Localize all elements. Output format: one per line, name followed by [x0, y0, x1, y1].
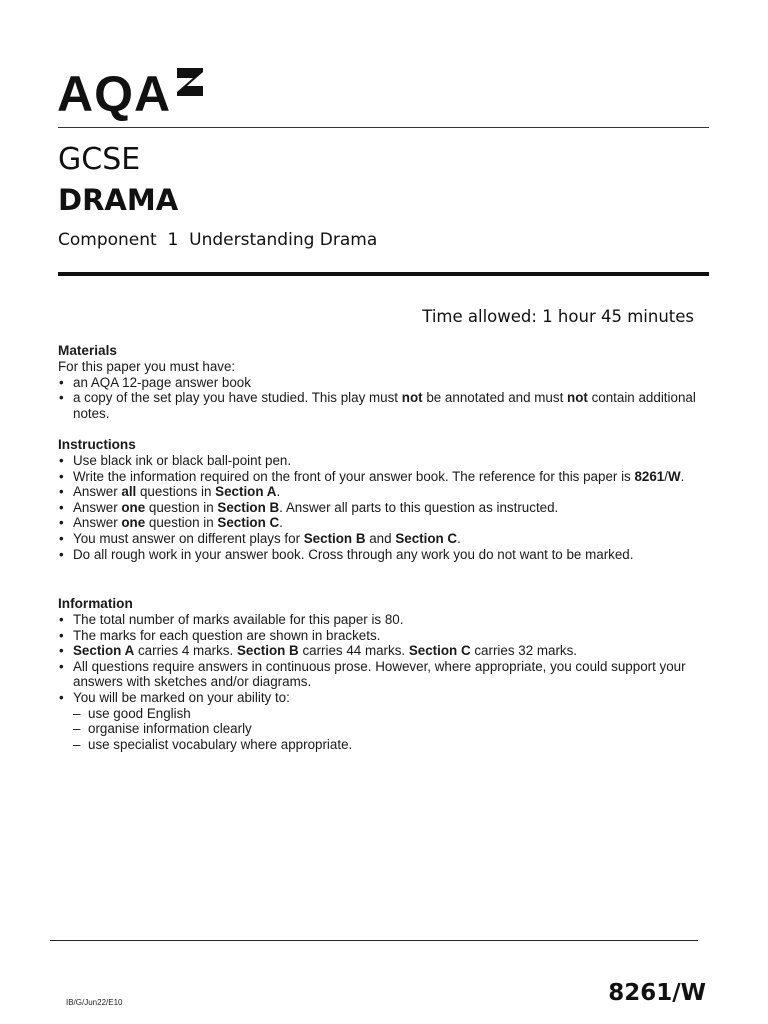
materials-list: [58, 375, 718, 422]
instructions-section: [58, 436, 718, 562]
list-item: • an AQA 12-page answer book: [58, 375, 718, 391]
information-heading: Information: [58, 596, 133, 611]
title-divider: [58, 272, 709, 276]
list-item: • Write the information required on the front of your answer book. The reference for this paper is 8261/W.: [58, 469, 718, 485]
header-divider: [58, 127, 709, 128]
list-item: • Section A carries 4 marks. Section B carries 44 marks. Section C carries 32 marks.: [58, 643, 718, 659]
list-item: • You must answer on different plays for Section B and Section C.: [58, 531, 718, 547]
list-item: • You will be marked on your ability to:: [58, 690, 718, 706]
list-item: – organise information clearly: [73, 721, 718, 737]
list-item: – use specialist vocabulary where appropriate.: [73, 737, 718, 753]
instructions-list: [58, 453, 718, 562]
aqa-tick-icon: [175, 66, 205, 100]
materials-section: [58, 342, 718, 421]
list-item: – use good English: [73, 706, 718, 722]
list-item: • Answer all questions in Section A.: [58, 484, 718, 500]
list-item: • a copy of the set play you have studied. This play must not be annotated and must not contain additional notes.: [58, 390, 718, 421]
list-item: • All questions require answers in continuous prose. However, where appropriate, you could support your answers with sketches and/or diagrams.: [58, 659, 718, 690]
information-section: [58, 595, 718, 752]
qualification-title: GCSE: [58, 142, 141, 177]
list-item: • The marks for each question are shown in brackets.: [58, 628, 718, 644]
materials-intro: For this paper you must have:: [58, 359, 236, 374]
paper-reference: 8261/W: [608, 980, 706, 1006]
footer-divider: [50, 940, 698, 941]
instructions-heading: Instructions: [58, 437, 136, 452]
materials-heading: Materials: [58, 343, 117, 358]
list-item: • Answer one question in Section B. Answer all parts to this question as instructed.: [58, 500, 718, 516]
list-item: • Answer one question in Section C.: [58, 515, 718, 531]
subject-title: DRAMA: [58, 183, 179, 217]
information-sublist: [58, 706, 718, 753]
list-item: • Use black ink or black ball-point pen.: [58, 453, 718, 469]
component-title: Component 1 Understanding Drama: [58, 230, 378, 250]
paper-code: IB/G/Jun22/E10: [66, 998, 123, 1007]
time-allowed: Time allowed: 1 hour 45 minutes: [422, 307, 694, 326]
aqa-logo: [57, 66, 205, 122]
logo-text: AQA: [57, 66, 172, 122]
list-item: • The total number of marks available for this paper is 80.: [58, 612, 718, 628]
list-item: • Do all rough work in your answer book. Cross through any work you do not want to be marked.: [58, 547, 718, 563]
information-list: [58, 612, 718, 706]
